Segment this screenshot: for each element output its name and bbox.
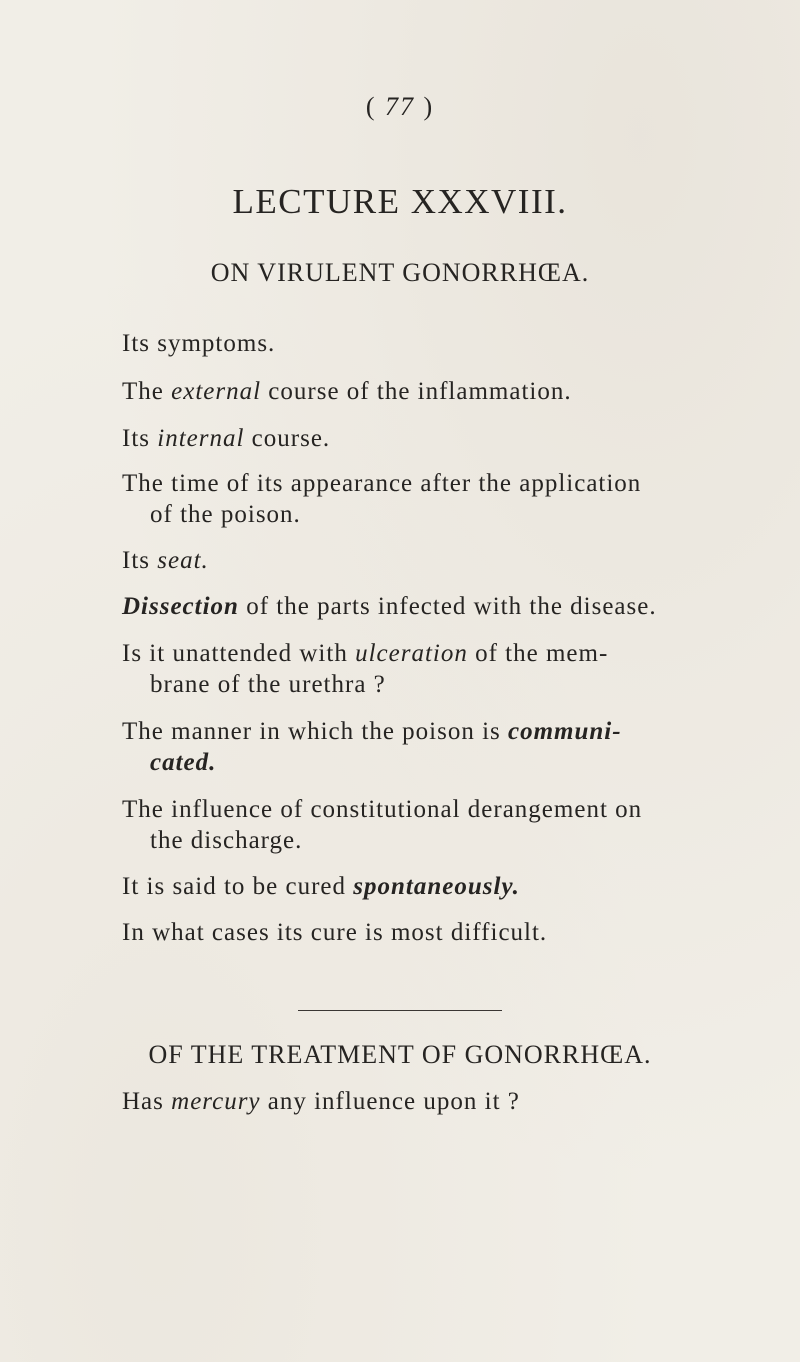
outline-item-text: It is said to be cured bbox=[122, 873, 354, 900]
outline-item-ulceration-line1 bbox=[122, 640, 608, 668]
outline-item-emphasis: Dissection bbox=[122, 593, 239, 620]
section-divider bbox=[298, 1010, 502, 1011]
outline-item-emphasis: internal bbox=[157, 425, 245, 452]
outline-item-emphasis: communi- bbox=[508, 718, 622, 745]
outline-item-text: any influence upon it ? bbox=[260, 1088, 520, 1115]
outline-item-text: Its bbox=[122, 547, 158, 574]
outline-item-seat bbox=[122, 547, 209, 575]
outline-item-text: Is it unattended with bbox=[122, 640, 356, 667]
outline-item-text: Has bbox=[122, 1088, 172, 1115]
outline-item-emphasis: ulceration bbox=[355, 640, 468, 667]
outline-item-communication-line2 bbox=[150, 749, 216, 777]
outline-item-time-of-appearance-line1: The time of its appearance after the application bbox=[122, 470, 642, 497]
lecture-title: LECTURE XXXVIII. bbox=[232, 182, 568, 221]
outline-item-emphasis: external bbox=[171, 378, 262, 405]
page-number bbox=[0, 92, 800, 122]
outline-item-emphasis: spontaneously. bbox=[353, 873, 520, 900]
outline-item-constitutional-line2: the discharge. bbox=[150, 827, 303, 854]
treatment-item-mercury bbox=[122, 1088, 520, 1116]
page-number-open-paren: ( bbox=[365, 92, 377, 121]
outline-item-dissection bbox=[122, 593, 657, 621]
section-title: OF THE TREATMENT OF GONORRHŒA. bbox=[148, 1040, 652, 1069]
subject-title: ON VIRULENT GONORRHŒA. bbox=[210, 258, 590, 287]
outline-item-ulceration-line2: brane of the urethra ? bbox=[150, 671, 386, 698]
page-number-value: 77 bbox=[385, 92, 415, 121]
outline-item-difficult-cure: In what cases its cure is most difficult. bbox=[122, 919, 548, 946]
outline-item-symptoms: Its symptoms. bbox=[122, 330, 276, 357]
outline-item-text: The bbox=[122, 378, 172, 405]
outline-item-text: Its bbox=[122, 425, 158, 452]
outline-item-text: course. bbox=[244, 425, 331, 452]
outline-item-emphasis: mercury bbox=[171, 1088, 261, 1115]
outline-item-external-course bbox=[122, 378, 572, 406]
outline-item-time-of-appearance-line2: of the poison. bbox=[150, 501, 301, 528]
outline-item-text: of the parts infected with the disease. bbox=[238, 593, 657, 620]
outline-item-text: course of the inflammation. bbox=[261, 378, 572, 405]
outline-item-emphasis: seat. bbox=[157, 547, 209, 574]
outline-item-text: of the mem- bbox=[467, 640, 609, 667]
page-number-close-paren: ) bbox=[423, 92, 435, 121]
outline-item-communication-line1 bbox=[122, 718, 622, 746]
outline-item-spontaneous-cure bbox=[122, 873, 520, 901]
outline-item-constitutional-line1: The influence of constitutional derangement on bbox=[122, 796, 643, 823]
outline-item-text: The manner in which the poison is bbox=[122, 718, 509, 745]
outline-item-emphasis: cated. bbox=[150, 749, 217, 776]
outline-item-internal-course bbox=[122, 425, 330, 453]
